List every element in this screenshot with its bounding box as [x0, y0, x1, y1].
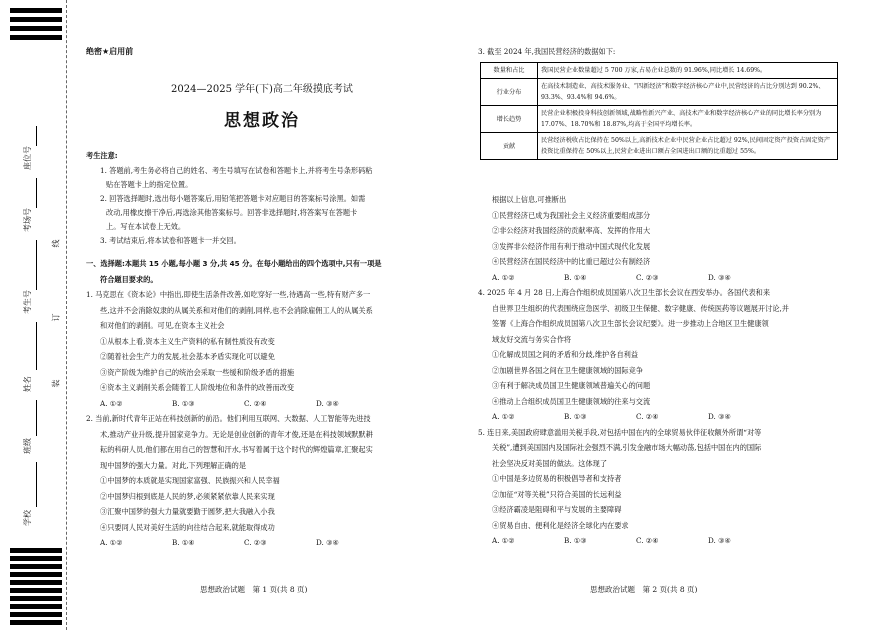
cut-dash-line — [66, 0, 67, 630]
option-c[interactable]: C. ②④ — [244, 398, 267, 408]
room-number-label: 考场号 — [23, 208, 32, 232]
seat-number-label: 座位号 — [23, 146, 32, 170]
option-b[interactable]: B. ①③ — [564, 412, 587, 421]
q4-item: ①化解成员国之间的矛盾和分歧,维护各自利益 — [492, 350, 639, 359]
q4-stem: 签署《上海合作组织成员国第八次卫生部长会议纪要》。进一步推动上合地区卫生健康领 — [492, 319, 769, 328]
notice-line: 上。写在本试卷上无效。 — [106, 221, 186, 231]
exam-number-label: 考生号 — [23, 290, 32, 314]
option-a[interactable]: A. ①② — [100, 398, 123, 408]
school-label: 学校 — [23, 510, 32, 526]
option-a[interactable]: A. ①② — [100, 538, 123, 547]
option-c[interactable]: C. ②④ — [636, 412, 659, 421]
q4-stem: 自世界卫生组织的代表围绕应急医学、初级卫生保健、数字健康、传统医药等议题展开讨论,并 — [492, 303, 789, 313]
confidential-mark: 绝密★启用前 — [86, 47, 134, 56]
option-d[interactable]: D. ③④ — [316, 398, 339, 408]
table-head-cell: 行业分布 — [481, 79, 538, 106]
option-d[interactable]: D. ③④ — [708, 412, 731, 421]
binding-sidebar — [0, 0, 72, 630]
cut-mark-line: 线 — [51, 239, 61, 248]
q2-item: ②中国梦归根到底是人民的梦,必须紧紧依靠人民来实现 — [100, 491, 275, 501]
q3-item: ②非公经济对我国经济的贡献率高、发挥的作用大 — [492, 226, 651, 235]
option-a[interactable]: A. ①② — [492, 272, 515, 282]
q1-options — [86, 396, 442, 412]
q1-item: ①从根本上看,资本主义生产资料的私有制性质没有改变 — [100, 336, 275, 346]
table-head-cell: 数量和占比 — [481, 63, 538, 79]
option-a[interactable]: A. ①② — [492, 536, 515, 545]
class-line — [36, 400, 37, 436]
option-c[interactable]: C. ②④ — [636, 536, 659, 545]
q1-item: ②随着社会生产力的发展,社会基本矛盾实现化可以避免 — [100, 352, 275, 361]
q3-lead: 根据以上信息,可推断出 — [492, 195, 567, 204]
q2-options — [86, 535, 442, 551]
option-c[interactable]: C. ②③ — [244, 538, 267, 547]
table-row — [481, 63, 838, 79]
q1-item: ④资本主义剥削关系会随着工人阶级地位和条件的改善而改变 — [100, 383, 295, 392]
table-body-cell: 我国民营企业数量超过 5 700 万家,占易企业总数的 91.96%,同比增长 14.69%。 — [538, 63, 838, 79]
q1-stem: 和对他们的剥削。可见,在资本主义社会 — [100, 321, 225, 330]
option-c[interactable]: C. ②③ — [636, 272, 659, 282]
q4-item: ③有利于解决成员国卫生健康领域普遍关心的问题 — [492, 381, 651, 390]
q3-item: ①民营经济已成为我国社会主义经济重要组成部分 — [492, 210, 651, 220]
q2-item: ①中国梦的本质就是实现国家富强、民族振兴和人民幸福 — [100, 476, 280, 485]
table-row — [481, 106, 838, 133]
option-d[interactable]: D. ③④ — [316, 538, 339, 547]
q3-body — [478, 192, 834, 549]
q5-stem: 关税”,遭到美国国内及国际社会强烈不满,引发金融市场大幅动荡,包括中国在内的国际 — [492, 443, 762, 452]
subject-title: 思想政治 — [224, 111, 300, 131]
notice-line: 2. 回答选择题时,选出每小题答案后,用铅笔把答题卡对应题目的答案标号涂黑。如需 — [100, 193, 366, 203]
name-line — [36, 322, 37, 370]
section-title: 一、选择题:本题共 15 小题,每小题 3 分,共 45 分。在每小题给出的四个选项中,只有一项是 — [86, 259, 382, 268]
section-one — [86, 256, 442, 551]
notice-title: 考生注意: — [86, 151, 118, 160]
q3-stem: 3. 截至 2024 年,我国民营经济的数据如下: — [478, 47, 616, 56]
q5-item: ①中国是多边贸易的积极倡导者和支持者 — [492, 474, 622, 483]
table-row — [481, 133, 838, 160]
q2-item: ③汇聚中国梦的强大力量就要勤于圆梦,把大我融入小我 — [100, 507, 275, 516]
notice-block — [86, 148, 442, 248]
notice-line: 1. 答题前,考生务必将自己的姓名、考生号填写在试卷和答题卡上,并将考生号条形码粘 — [100, 165, 373, 175]
q2-stem: 术,推动产业升级,提升国家竞争力。无论是创业创新的青年才俊,还是在科技领域默默耕 — [100, 429, 373, 439]
table-body-cell: 民营经济税收占比保持在 50%以上,高新技术企业中民营企业占比超过 92%,民间固定资产投资占固定资产投资比重保持在 50%以上,民营企业进出口额占全国进出口额的比重超过 55%。 — [538, 133, 838, 160]
q5-item: ③经济霸凌是阻碍和平与发展的主要障碍 — [492, 505, 622, 514]
q5-item: ②加征“对等关税”只符合美国的长远利益 — [492, 489, 622, 499]
q1-item: ③资产阶级为维护自己的统治会采取一些缓和阶级矛盾的措施 — [100, 367, 295, 377]
page-1 — [82, 0, 442, 630]
option-d[interactable]: D. ③④ — [708, 536, 731, 545]
option-a[interactable]: A. ①② — [492, 412, 515, 421]
table-body-cell: 在高技术制造业、高技术服务业、“四新经济”和数字经济核心产业中,民营经济的占比分别达到 90.2%、93.3%、93.4%和 94.6%。 — [538, 79, 838, 106]
school-line — [36, 462, 37, 507]
q4-item: ②加剧世界各国之间在卫生健康领域的国际竞争 — [492, 365, 643, 375]
table-head-cell: 贡献 — [481, 133, 538, 160]
q3-data-table — [480, 62, 838, 160]
notice-line: 改动,用橡皮擦干净后,再选涂其他答案标号。回答非选择题时,将答案写在答题卡 — [106, 207, 358, 217]
q2-item: ④只要同人民对美好生活的向往结合起来,就能取得成功 — [100, 522, 275, 532]
table-row — [481, 79, 838, 106]
q4-item: ④推动上合组织成员国卫生健康领域的往来与交流 — [492, 396, 651, 406]
q4-stem: 4. 2025 年 4 月 28 日,上海合作组织成员国第八次卫生部长会议在西安举办。各国代表和来 — [478, 288, 771, 297]
q1-stem: 些,这并不会消除奴隶的从属关系和对他们的剥削,同样,也不会消除雇佣工人的从属关系 — [100, 305, 373, 315]
q5-item: ④贸易自由、便利化是经济全球化内在要求 — [492, 520, 629, 530]
room-line — [36, 178, 37, 208]
q3-table-wrap — [480, 62, 838, 160]
cut-mark-bind: 订 — [51, 313, 61, 322]
page-2 — [478, 0, 840, 630]
section-title-cont: 符合题目要求的。 — [100, 274, 158, 284]
q4-options — [478, 409, 834, 425]
seat-line — [36, 126, 37, 146]
q5-stem: 社会坚决反对美国的做法。这体现了 — [492, 458, 608, 468]
q2-stem: 现中国梦的强大力量。对此,下列理解正确的是 — [100, 460, 247, 470]
q4-stem: 域友好交流与务实合作将 — [492, 334, 572, 344]
q5-stem: 5. 连日来,美国政府肆意滥用关税手段,对包括中国在内的全球贸易伙伴征收额外所谓“对等 — [478, 427, 762, 437]
q3-item: ③发挥非公经济作用有利于推动中国式现代化发展 — [492, 241, 651, 251]
q3-options — [478, 270, 834, 286]
cut-mark-fix: 装 — [51, 379, 61, 388]
table-head-cell: 增长趋势 — [481, 106, 538, 133]
page-footer: 思想政治试题 第 2 页(共 8 页) — [590, 585, 698, 594]
q1-stem: 1. 马克思在《资本论》中指出,即使生活条件改善,如吃穿好一些,待遇高一些,特有财产多一 — [86, 290, 371, 299]
name-label: 姓名 — [23, 376, 32, 392]
class-label: 班级 — [23, 438, 32, 454]
option-d[interactable]: D. ③④ — [708, 272, 731, 282]
table-body-cell: 民营企业积极投身科技创新领域,战略性新兴产业、高技术产业和数字经济核心产业的同比增长率分别为 17.07%、18.70%和 18.87%,均高于全国平均增长率。 — [538, 106, 838, 133]
option-b[interactable]: B. ①③ — [564, 536, 587, 545]
option-b[interactable]: B. ①④ — [172, 538, 195, 547]
notice-line: 贴在答题卡上的指定位置。 — [106, 179, 193, 189]
option-b[interactable]: B. ①④ — [564, 272, 587, 282]
option-b[interactable]: B. ①③ — [172, 398, 195, 408]
exam-title: 2024—2025 学年(下)高二年级摸底考试 — [171, 84, 353, 95]
exam-number-line — [36, 240, 37, 290]
q3-item: ④民营经济在国民经济中的比重已超过公有制经济 — [492, 257, 651, 266]
q2-stem: 耘的科研人员,他们都在用自己的智慧和汗水,书写着属于这个时代的辉煌篇章,汇聚起实 — [100, 445, 373, 454]
notice-line: 3. 考试结束后,将本试卷和答题卡一并交回。 — [100, 235, 241, 245]
page-footer: 思想政治试题 第 1 页(共 8 页) — [200, 585, 308, 594]
q2-stem: 2. 当前,新时代青年正站在科技创新的前沿。他们利用互联网、大数据、人工智能等先进技 — [86, 414, 371, 423]
q5-options — [478, 533, 834, 549]
